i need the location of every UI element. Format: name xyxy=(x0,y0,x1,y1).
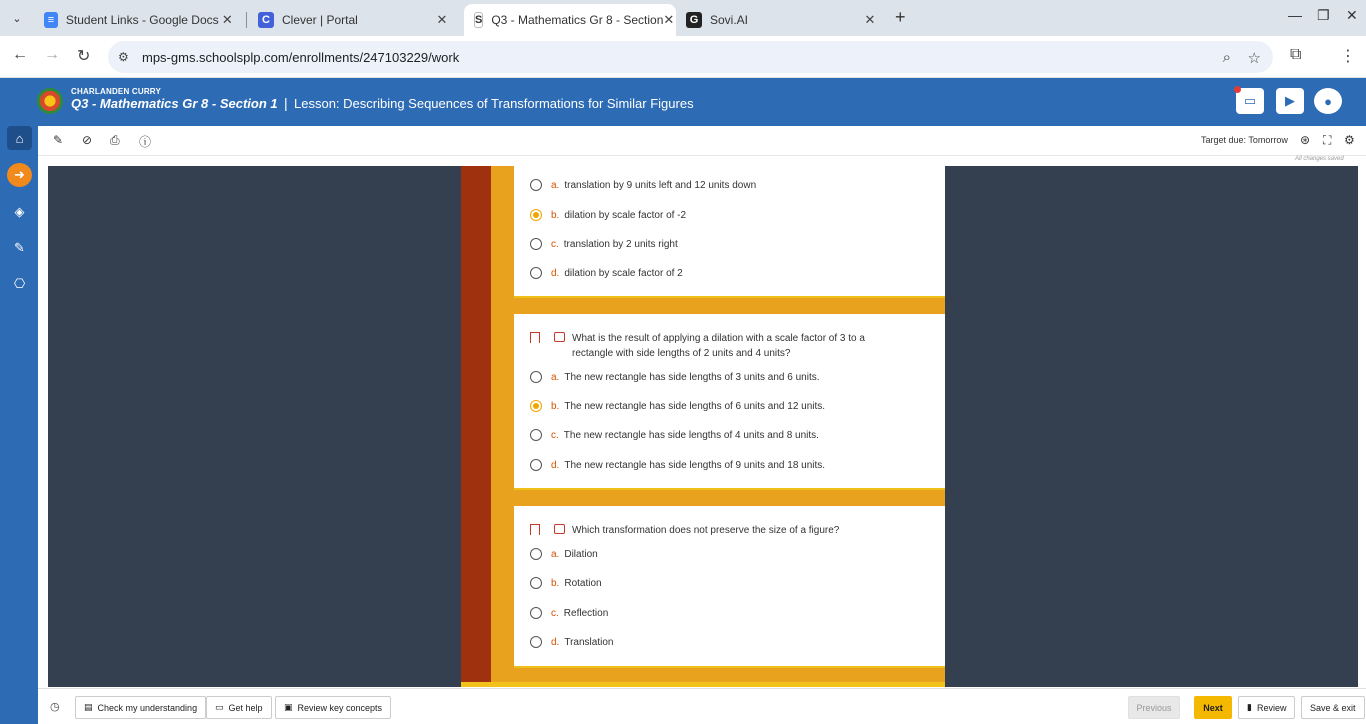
home-icon[interactable]: ⌂ xyxy=(7,126,32,150)
radio-button-selected[interactable] xyxy=(530,209,542,221)
site-info-icon[interactable]: ⚙ xyxy=(118,50,129,64)
question-card-2 xyxy=(514,314,945,490)
previous-button[interactable]: Previous xyxy=(1128,696,1180,719)
school-logo xyxy=(37,88,63,114)
new-tab-button[interactable]: + xyxy=(895,7,906,27)
option-c[interactable]: c. translation by 2 units right xyxy=(530,238,678,250)
app-header xyxy=(0,78,1366,126)
bookmark-star-icon[interactable]: ☆ xyxy=(1247,50,1261,67)
decorative-strip xyxy=(461,682,945,687)
target-due: Target due: Tomorrow xyxy=(1201,135,1288,145)
radio-button[interactable] xyxy=(530,636,542,648)
question-text: Which transformation does not preserve the size of a figure? xyxy=(572,525,840,536)
get-help-button[interactable]: ▭ Get help xyxy=(206,696,272,719)
address-bar[interactable] xyxy=(108,41,1273,73)
tab-divider xyxy=(246,12,247,28)
tab-mathematics[interactable] xyxy=(464,4,676,36)
check-understanding-button[interactable]: ▤ Check my understanding xyxy=(75,696,206,719)
radio-button[interactable] xyxy=(530,238,542,250)
briefcase-icon: ▣ xyxy=(284,702,293,712)
docs-icon: ≡ xyxy=(44,12,58,28)
edgenuity-icon: S xyxy=(475,14,483,26)
option-text: Rotation xyxy=(564,577,602,589)
restore-icon[interactable]: ❐ xyxy=(1317,7,1330,23)
help-chat-icon: ▭ xyxy=(215,702,224,712)
checklist-icon: ▤ xyxy=(84,702,93,712)
accessibility-icon[interactable]: ⊛ xyxy=(1300,133,1311,147)
activity-area xyxy=(48,166,1358,687)
header-separator: | xyxy=(284,95,288,111)
option-d[interactable]: d. dilation by scale factor of 2 xyxy=(530,267,683,279)
clever-icon: C xyxy=(258,12,274,28)
video-icon[interactable]: ▶ xyxy=(1276,88,1304,114)
bookmark-icon: ▮ xyxy=(1247,702,1252,712)
option-text: Translation xyxy=(564,636,614,648)
save-status: All changes saved xyxy=(1295,156,1344,162)
tab-title: Clever | Portal xyxy=(282,13,358,27)
lesson-title: Lesson: Describing Sequences of Transformations for Similar Figures xyxy=(294,96,694,111)
browser-toolbar xyxy=(0,36,1366,78)
review-concepts-button[interactable]: ▣ Review key concepts xyxy=(275,696,391,719)
close-icon[interactable]: ✕ xyxy=(221,12,233,27)
tab-title: Student Links - Google Docs xyxy=(65,13,219,27)
tab-title: Q3 - Mathematics Gr 8 - Section xyxy=(491,13,664,27)
option-c[interactable]: c. Reflection xyxy=(530,607,608,619)
option-text: The new rectangle has side lengths of 9 units and 18 units. xyxy=(564,459,826,471)
highlighter-icon[interactable]: ✎ xyxy=(53,133,64,147)
option-text: dilation by scale factor of -2 xyxy=(564,209,687,221)
forward-icon[interactable]: → xyxy=(44,46,60,63)
radio-button[interactable] xyxy=(530,429,542,441)
browser-tab-strip xyxy=(0,0,1366,36)
close-icon[interactable]: ✕ xyxy=(436,12,448,27)
option-text: The new rectangle has side lengths of 6 units and 12 units. xyxy=(564,400,826,412)
question-card-3 xyxy=(514,506,945,668)
print-icon[interactable]: ⎙ xyxy=(110,133,120,147)
decorative-band xyxy=(461,166,491,687)
messages-icon[interactable]: ▭ xyxy=(1236,88,1264,114)
radio-button[interactable] xyxy=(530,577,542,589)
review-button[interactable]: ▮ Review xyxy=(1238,696,1295,719)
extensions-icon[interactable]: ⧉ xyxy=(1290,46,1302,63)
option-b[interactable]: b. Rotation xyxy=(530,577,602,589)
next-button[interactable]: Next xyxy=(1194,696,1232,719)
notification-dot xyxy=(1234,86,1241,93)
radio-button-selected[interactable] xyxy=(530,400,542,412)
radio-button[interactable] xyxy=(530,371,542,383)
save-exit-button[interactable]: Save & exit xyxy=(1301,696,1365,719)
radio-button[interactable] xyxy=(530,267,542,279)
tab-sovi-ai[interactable] xyxy=(676,4,888,36)
profile-icon[interactable]: ● xyxy=(1314,88,1342,114)
layers-icon[interactable]: ◈ xyxy=(14,204,25,219)
close-icon[interactable]: ✕ xyxy=(663,12,675,27)
option-a[interactable]: a. Dilation xyxy=(530,548,598,560)
fullscreen-icon[interactable]: ⛶ xyxy=(1323,133,1332,147)
radio-button[interactable] xyxy=(530,459,542,471)
option-text: translation by 2 units right xyxy=(563,238,678,250)
option-b[interactable]: b. dilation by scale factor of -2 xyxy=(530,209,686,221)
option-text: The new rectangle has side lengths of 4 units and 8 units. xyxy=(563,429,819,441)
url-text[interactable]: mps-gms.schoolsplp.com/enrollments/247103229/work xyxy=(142,49,460,65)
tools-icon[interactable]: ⎔ xyxy=(13,276,26,291)
reload-icon[interactable]: ↻ xyxy=(77,48,91,65)
option-c[interactable]: c. The new rectangle has side lengths of 4 units and 8 units. xyxy=(530,429,819,441)
note-icon[interactable] xyxy=(554,524,565,534)
window-close-icon[interactable]: ✕ xyxy=(1346,7,1358,23)
tab-title: Sovi.AI xyxy=(710,13,749,27)
back-icon[interactable]: ← xyxy=(12,46,28,63)
close-icon[interactable]: ✕ xyxy=(864,12,876,27)
course-title: Q3 - Mathematics Gr 8 - Section 1 xyxy=(71,96,278,111)
option-d[interactable]: d. Translation xyxy=(530,636,613,648)
sovi-icon: G xyxy=(686,12,702,28)
info-icon[interactable]: ⓘ xyxy=(139,135,152,149)
side-nav xyxy=(0,126,38,724)
activity-icon[interactable]: ➜ xyxy=(7,163,32,187)
zoom-icon[interactable]: ⌕ xyxy=(1222,49,1231,66)
tab-student-links[interactable] xyxy=(34,4,244,36)
option-a[interactable]: a. translation by 9 units left and 12 units down xyxy=(530,179,756,191)
bookmark-icon[interactable] xyxy=(530,524,540,535)
radio-button[interactable] xyxy=(530,607,542,619)
option-text: Reflection xyxy=(563,607,609,619)
question-text: What is the result of applying a dilation with a scale factor of 3 to a rectangle with side lengths of 2 units and 4 units? xyxy=(572,333,865,359)
history-icon[interactable]: ◷ xyxy=(50,701,60,713)
option-d[interactable]: d. The new rectangle has side lengths of 9 units and 18 units. xyxy=(530,459,825,471)
question-card-1 xyxy=(514,166,945,298)
bookmark-icon[interactable] xyxy=(530,332,540,343)
option-text: The new rectangle has side lengths of 3 units and 6 units. xyxy=(564,371,820,383)
activity-toolbar xyxy=(38,126,1366,162)
radio-button[interactable] xyxy=(530,548,542,560)
activity-footer xyxy=(38,688,1366,724)
browser-menu-icon[interactable]: ⋮ xyxy=(1340,48,1356,65)
option-a[interactable]: a. The new rectangle has side lengths of 3 units and 6 units. xyxy=(530,371,820,383)
option-text: dilation by scale factor of 2 xyxy=(564,267,683,279)
tab-search-icon[interactable]: ⌄ xyxy=(12,12,22,25)
settings-gear-icon[interactable]: ⚙ xyxy=(1344,133,1355,147)
radio-button[interactable] xyxy=(530,179,542,191)
option-b[interactable]: b. The new rectangle has side lengths of 6 units and 12 units. xyxy=(530,400,825,412)
edit-icon[interactable]: ✎ xyxy=(14,240,25,255)
minimize-icon[interactable]: — xyxy=(1288,7,1302,23)
option-text: Dilation xyxy=(564,548,598,560)
eliminator-icon[interactable]: ⊘ xyxy=(82,133,93,147)
note-icon[interactable] xyxy=(554,332,565,342)
tab-clever-portal[interactable] xyxy=(248,4,460,36)
student-name: CHARLANDEN CURRY xyxy=(71,87,162,96)
option-text: translation by 9 units left and 12 units down xyxy=(564,179,757,191)
